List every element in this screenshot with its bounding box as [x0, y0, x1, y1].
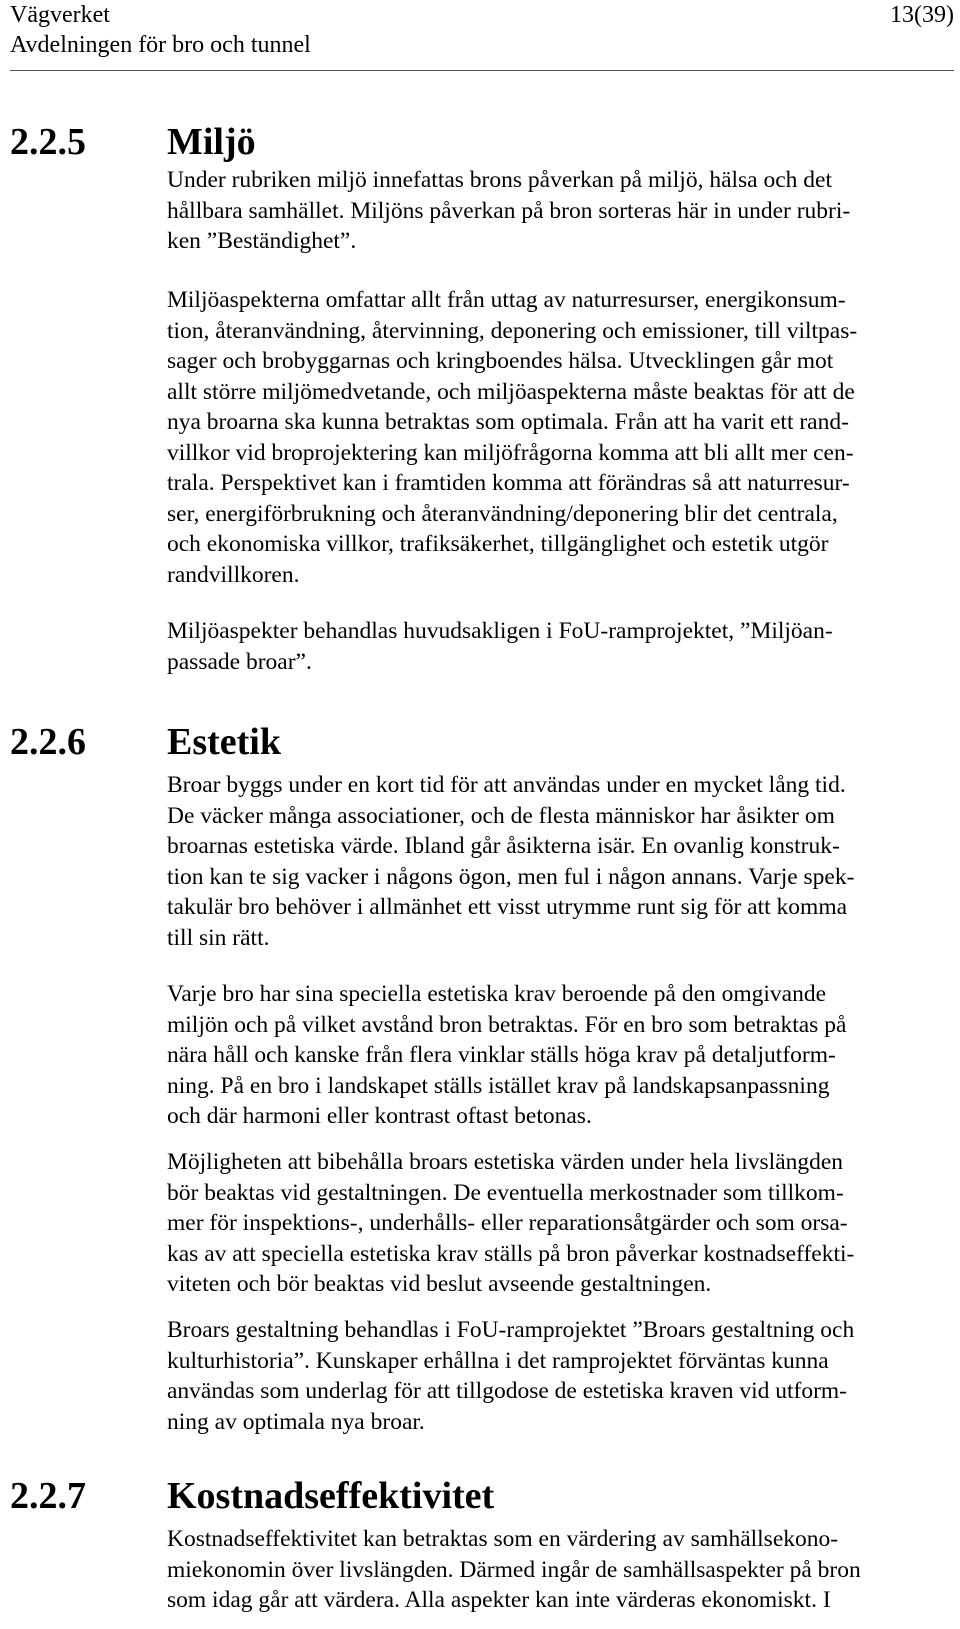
section-title: Kostnadseffektivitet [167, 1475, 495, 1517]
text-line: nära håll och kanske från flera vinklar ställs höga krav på detaljutform- [167, 1042, 836, 1068]
text-line: Kostnadseffektivitet kan betraktas som en värdering av samhällsekono- [167, 1526, 839, 1552]
page-number: 13(39) [890, 2, 954, 28]
text-line: bör beaktas vid gestaltningen. De eventuella merkostnader som tillkom- [167, 1179, 844, 1206]
text-line: allt större miljömedvetande, och miljöaspekterna måste beaktas för att de [167, 378, 855, 405]
text-line: kulturhistoria”. Kunskaper erhållna i det ramprojektet förväntas kunna [167, 1347, 829, 1374]
paragraph [167, 979, 957, 1132]
text-line: ser, energiförbrukning och återanvändning/deponering blir det centrala, [167, 500, 838, 527]
text-line: viteten och bör beaktas vid beslut avseende gestaltningen. [167, 1271, 712, 1297]
text-line: till sin rätt. [167, 924, 270, 951]
section-number: 2.2.7 [10, 1475, 86, 1517]
text-line: Broar byggs under en kort tid för att användas under en mycket lång tid. [167, 772, 846, 798]
text-line: Miljöaspekterna omfattar allt från uttag av naturresurser, energikonsum- [167, 287, 846, 313]
text-line: ning av optimala nya broar. [167, 1408, 425, 1435]
text-line: villkor vid broprojektering kan miljöfrågorna komma att bli allt mer cen- [167, 439, 854, 466]
text-line: kas av att speciella estetiska krav ställs på bron påverkar kostnadseffekti- [167, 1240, 855, 1267]
paragraph [167, 770, 957, 953]
organization-name: Vägverket [10, 2, 110, 28]
text-line: trala. Perspektivet kan i framtiden komma att förändras så att naturresur- [167, 470, 850, 496]
text-line: tion, återanvändning, återvinning, deponering och emissioner, till viltpas- [167, 317, 858, 344]
text-line: ning. På en bro i landskapet ställs istället krav på landskapsanpassning [167, 1072, 830, 1099]
paragraph [167, 165, 957, 257]
paragraph [167, 1147, 957, 1300]
page-header [10, 0, 954, 71]
text-line: Under rubriken miljö innefattas brons påverkan på miljö, hälsa och det [167, 167, 832, 193]
text-line: miljön och på vilket avstånd bron betraktas. För en bro som betraktas på [167, 1011, 847, 1038]
text-line: passade broar”. [167, 648, 312, 675]
paragraph [167, 1315, 957, 1437]
text-line: De väcker många associationer, och de flesta människor har åsikter om [167, 802, 835, 829]
text-line: och där harmoni eller kontrast oftast betonas. [167, 1103, 592, 1129]
text-line: broarnas estetiska värde. Ibland går åsikterna isär. En ovanlig konstruk- [167, 833, 840, 859]
text-line: Broars gestaltning behandlas i FoU-ramprojektet ”Broars gestaltning och [167, 1317, 855, 1343]
text-line: som idag går att värdera. Alla aspekter kan inte värderas ekonomiskt. I [167, 1587, 831, 1613]
section-title: Estetik [167, 721, 281, 763]
section-heading-miljo [10, 118, 256, 166]
section-number: 2.2.6 [10, 721, 86, 763]
department-name: Avdelningen för bro och tunnel [10, 32, 311, 58]
paragraph [167, 1524, 957, 1616]
paragraph [167, 616, 957, 677]
section-title: Miljö [167, 121, 256, 163]
section-number: 2.2.5 [10, 121, 86, 163]
text-line: Miljöaspekter behandlas huvudsakligen i FoU-ramprojektet, ”Miljöan- [167, 618, 833, 644]
text-line: nya broarna ska kunna betraktas som optimala. Från att ha varit ett rand- [167, 409, 849, 435]
text-line: takulär bro behöver i allmänhet ett visst utrymme runt sig för att komma [167, 894, 848, 920]
text-line: mer för inspektions-, underhålls- eller reparationsåtgärder och som orsa- [167, 1210, 848, 1236]
text-line: sager och brobyggarnas och kringboendes hälsa. Utvecklingen går mot [167, 348, 834, 374]
text-line: Varje bro har sina speciella estetiska krav beroende på den omgivande [167, 981, 827, 1007]
text-line: tion kan te sig vacker i någons ögon, men ful i någon annans. Varje spek- [167, 863, 855, 890]
text-line: och ekonomiska villkor, trafiksäkerhet, tillgänglighet och estetik utgör [167, 531, 829, 557]
text-line: miekonomin över livslängden. Därmed ingår de samhällsaspekter på bron [167, 1556, 861, 1583]
text-line: ken ”Beständighet”. [167, 228, 357, 254]
text-line: Möjligheten att bibehålla broars estetiska värden under hela livslängden [167, 1149, 844, 1175]
section-heading-kostnadseffektivitet [10, 1472, 494, 1520]
text-line: hållbara samhället. Miljöns påverkan på bron sorteras här in under rubri- [167, 197, 851, 224]
text-line: användas som underlag för att tillgodose de estetiska kraven vid utform- [167, 1378, 848, 1404]
text-line: randvillkoren. [167, 561, 300, 588]
paragraph [167, 285, 957, 590]
section-heading-estetik [10, 718, 281, 766]
